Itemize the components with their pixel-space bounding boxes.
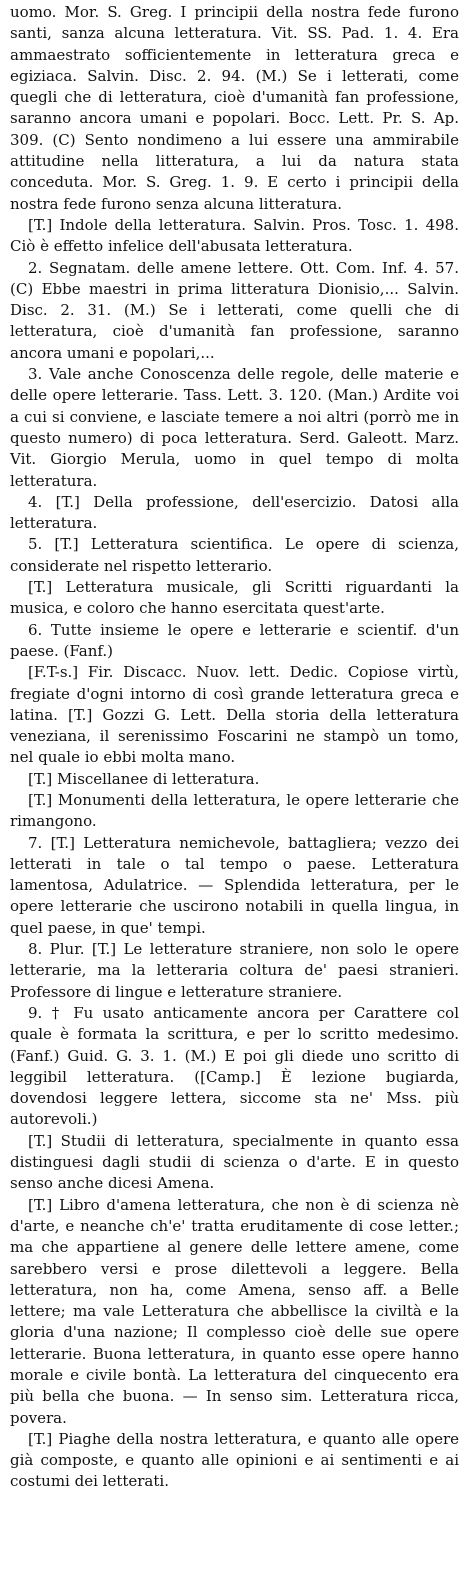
entry-paragraph-continuation: uomo. Mor. S. Greg. I principii della nostra fede furono santi, sanza alcuna letteratura. Vit. SS. Pad. 1. 4. Era ammaestrato sofficientemente in letteratura greca e egiziaca. Salvin. Disc. 2. 94. (M.) Se i letterati, come quegli che di letteratura, cioè d'umanità fan professione, saranno ancora umani e popolari. Bocc. Lett. Pr. S. Ap. 309. (C) Sento nondimeno a lui essere una ammirabile attitudine nella litteratura, a lui da natura stata conceduta. Mor. S. Greg. 1. 9. E certo i principii della nostra fede furono senza alcuna litteratura. bbox=[10, 3, 459, 213]
entry-sense-6-citation: [F.T-s.] Fir. Discacc. Nuov. lett. Dedic. Copiose virtù, fregiate d'ogni intorno di così grande letteratura greca e latina. [T.] Gozzi G. Lett. Della storia della letteratura veneziana, il serenissimo Foscarini ne stampò un tomo, nel quale io ebbi molta mano. bbox=[10, 663, 459, 767]
entry-sense-6-monumenti: [T.] Monumenti della letteratura, le opere letterarie che rimangono. bbox=[10, 790, 459, 831]
entry-sense-5: 5. [T.] Letteratura scientifica. Le opere di scienza, considerate nel rispetto letterario. bbox=[10, 535, 459, 575]
entry-sense-9-amena: [T.] Libro d'amena letteratura, che non è di scienza nè d'arte, e neanche ch'e' tratta eruditamente di cose letter.; ma che appartiene al genere delle lettere amene, come sarebbero versi e prose dilettevoli a leggere. Bella letteratura, non ha, come Amena, senso aff. a Belle lettere; ma vale Letteratura che abbellisce la civiltà e la gloria d'una nazione; Il complesso cioè delle sue opere letterarie. Buona letteratura, in quanto esse opere hanno morale e civile bontà. La letteratura del cinquecento era più bella che buona. — In senso sim. Letteratura ricca, povera. bbox=[10, 1195, 459, 1427]
entry-sense-6-miscellanee: [T.] Miscellanee di letteratura. bbox=[28, 769, 260, 788]
entry-sense-7: 7. [T.] Letteratura nemichevole, battagliera; vezzo dei letterati in tale o tal tempo o paese. Letteratura lamentosa, Adulatrice. — Splendida letteratura, per le opere letterarie che uscirono notabili in quella lingua, in quel paese, in que' tempi. bbox=[10, 833, 459, 937]
entry-sense-9-piaghe: [T.] Piaghe della nostra letteratura, e quanto alle opere già composte, e quanto alle opinioni e ai sentimenti e ai costumi dei letterati. bbox=[10, 1429, 459, 1491]
entry-sense-6: 6. Tutte insieme le opere e letterarie e scientif. d'un paese. (Fanf.) bbox=[10, 620, 459, 660]
entry-sense-8: 8. Plur. [T.] Le letterature straniere, non solo le opere letterarie, ma la letteraria coltura de' paesi stranieri. Professore di lingue e letterature straniere. bbox=[10, 940, 459, 1001]
entry-sense-9: 9. † Fu usato anticamente ancora per Carattere col quale è formata la scrittura, e per lo scritto medesimo. (Fanf.) Guid. G. 3. 1. (M.) E poi gli diede uno scritto di leggibil letteratura. ([Camp.] È lezione bugiarda, dovendosi leggere lettera, siccome sta ne' Mss. più autorevoli.) bbox=[10, 1003, 459, 1129]
entry-sense-5-musicale: [T.] Letteratura musicale, gli Scritti riguardanti la musica, e coloro che hanno esercitata quest'arte. bbox=[10, 578, 459, 618]
entry-sense-4: 4. [T.] Della professione, dell'esercizio. Datosi alla letteratura. bbox=[10, 492, 459, 533]
entry-paragraph-indole: [T.] Indole della letteratura. Salvin. Pros. Tosc. 1. 498. Ciò è effetto infelice dell'abusata letteratura. bbox=[10, 215, 459, 256]
entry-sense-2: 2. Segnatam. delle amene lettere. Ott. Com. Inf. 4. 57. (C) Ebbe maestri in prima litteratura Dionisio,... Salvin. Disc. 2. 31. (M.) Se i letterati, come quelli che di letteratura, cioè d'umanità fan professione, saranno ancora umani e popolari,... bbox=[10, 258, 459, 362]
entry-sense-9-studii: [T.] Studii di letteratura, specialmente in quanto essa distinguesi dagli studii di scienza o d'arte. E in questo senso anche dicesi Amena. bbox=[10, 1131, 459, 1193]
entry-sense-3: 3. Vale anche Conoscenza delle regole, delle materie e delle opere letterarie. Tass. Lett. 3. 120. (Man.) Ardite voi a cui si conviene, e lasciate temere a noi altri (porrò me in questo numero) di poca letteratura. Serd. Galeott. Marz. Vit. Giorgio Merula, uomo in quel tempo di molta letteratura. bbox=[10, 365, 459, 490]
